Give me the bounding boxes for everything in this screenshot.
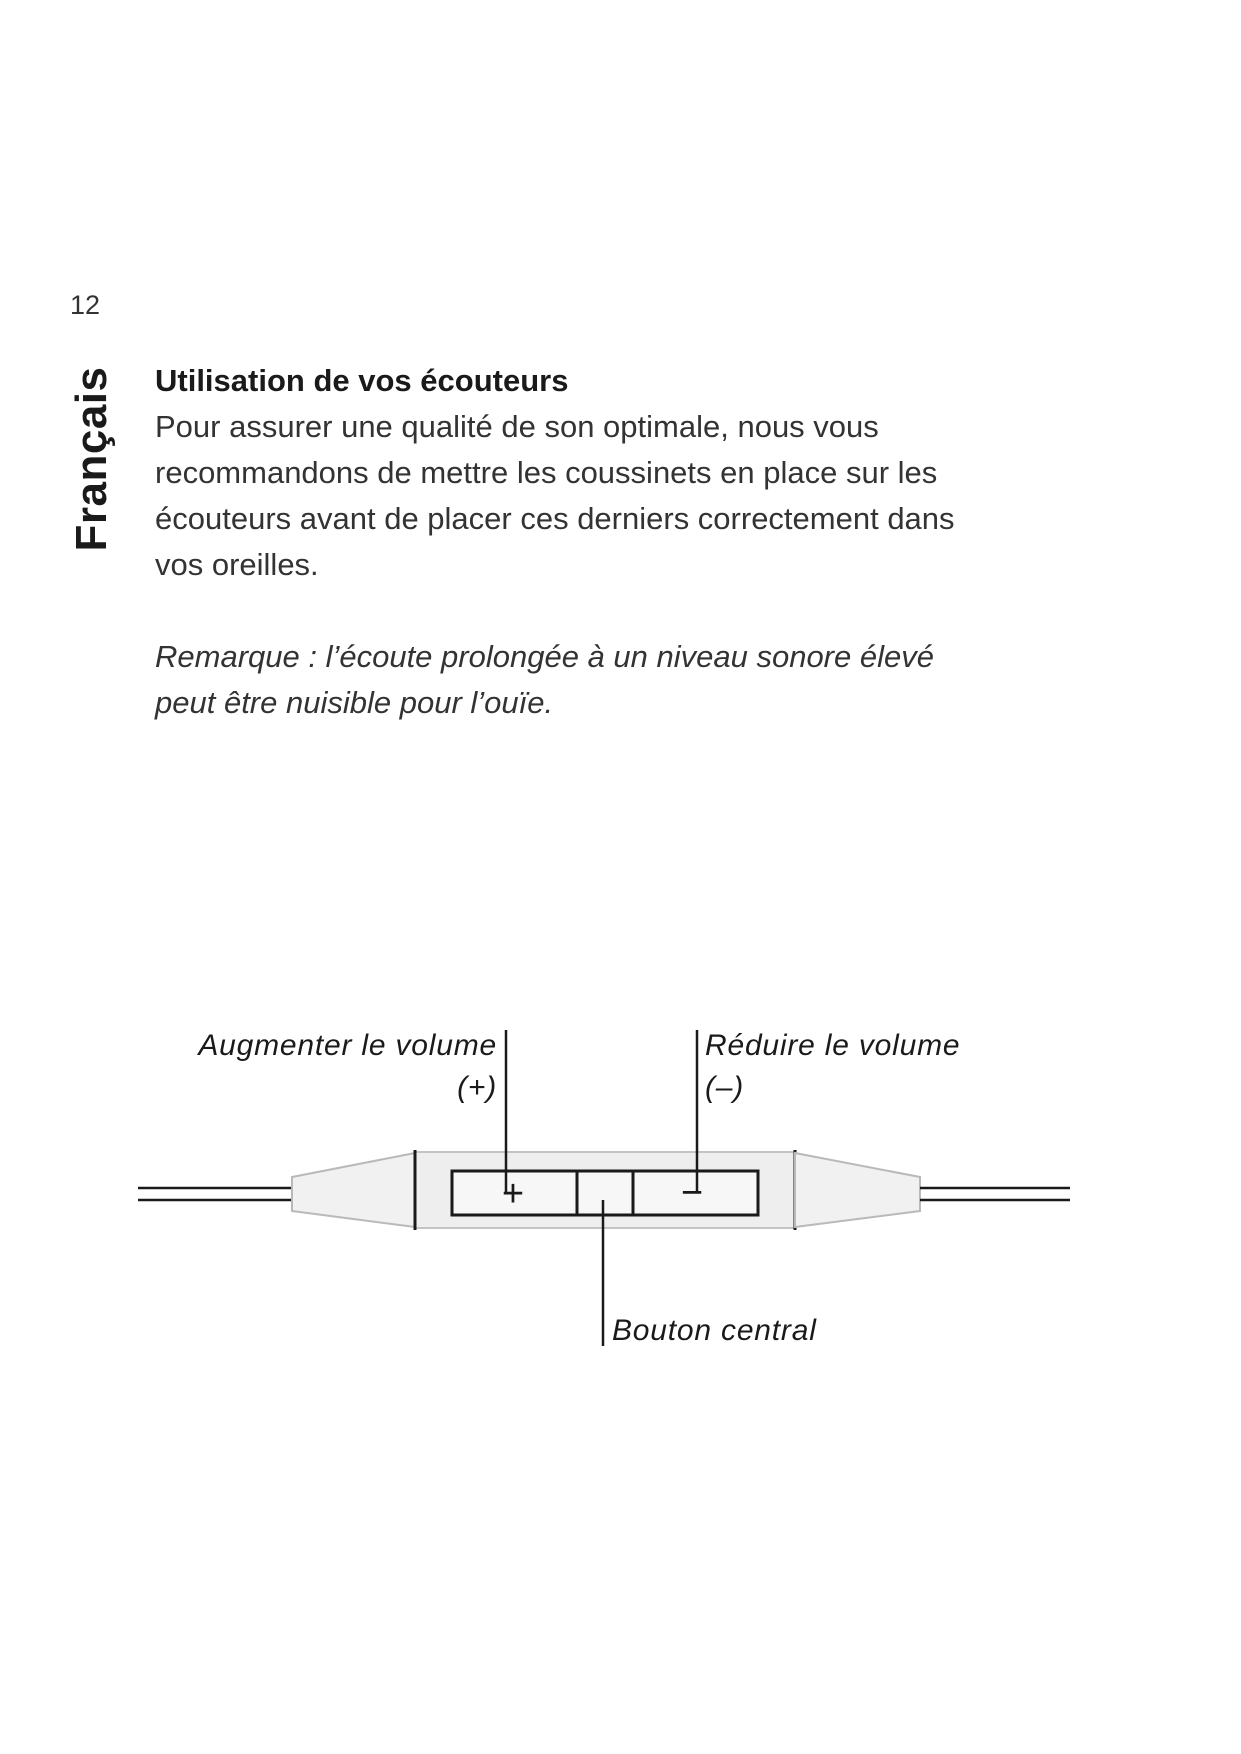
section-heading: Utilisation de vos écouteurs — [155, 363, 569, 398]
left-strain-relief — [292, 1153, 415, 1227]
language-tab: Français — [67, 366, 116, 552]
right-strain-relief — [795, 1153, 920, 1227]
body-line: vos oreilles. — [155, 547, 319, 582]
button-panel — [452, 1171, 758, 1215]
note-paragraph — [155, 634, 934, 726]
body-line: écouteurs avant de placer ces derniers correctement dans — [155, 501, 955, 536]
left-cable — [138, 1188, 292, 1200]
volume-up-label: Augmenter le volume — [198, 1029, 497, 1062]
page-number: 12 — [70, 290, 101, 320]
volume-down-symbol: (–) — [705, 1071, 745, 1104]
volume-up-glyph: + — [501, 1173, 525, 1215]
volume-down-label: Réduire le volume — [705, 1029, 961, 1062]
volume-down-glyph: − — [680, 1172, 704, 1214]
right-cable — [920, 1188, 1070, 1200]
center-button-label: Bouton central — [612, 1314, 817, 1347]
remote-control-diagram — [0, 1000, 1241, 1380]
note-line: peut être nuisible pour l’ouïe. — [155, 685, 554, 720]
body-line: Pour assurer une qualité de son optimale, nous vous — [155, 409, 879, 444]
body-paragraph — [155, 404, 955, 588]
body-line: recommandons de mettre les coussinets en place sur les — [155, 455, 938, 490]
volume-up-symbol: (+) — [457, 1071, 497, 1104]
note-line: Remarque : l’écoute prolongée à un niveau sonore élevé — [155, 639, 934, 674]
